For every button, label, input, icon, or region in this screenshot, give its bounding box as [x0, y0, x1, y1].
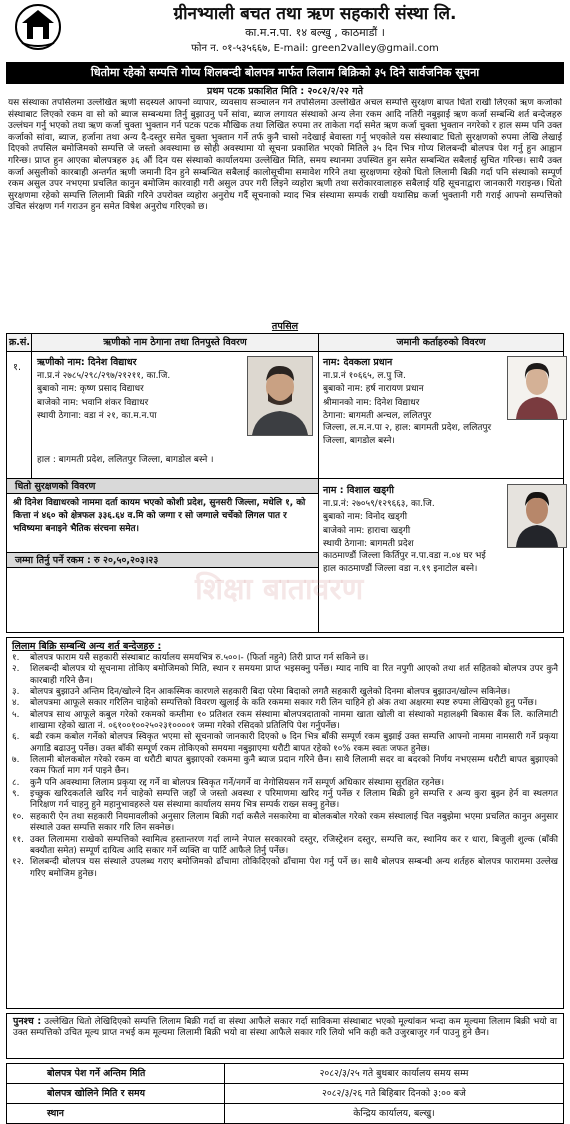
condition-text: सहकारी ऐन तथा सहकारी नियमावलीको अनुसार लिलाम बिक्री गर्दा कसैले नसकारेमा वा बोलकबोल गरेको रकम संस्थालाई चित नबुझेमा भएमा प्रचलित कानुन अनुसार संस्थाले उक्त सम्पत्ति सकार गरि लिन सक्नेछ। [30, 811, 558, 834]
schedule-label: स्थान [7, 1104, 225, 1123]
condition-item [12, 710, 558, 733]
condition-text: शिलबन्दी बोलपत्र यो सूचनामा तोकिए बमोजिमको मिति, स्थान र समयमा प्राप्त भइसक्नु पर्नेछ। म्याद नाघि वा रित नपुगी आएको तथा शर्त सहितको बोलपत्र उपर कुनै कारबाही गरिने छैन। [30, 664, 558, 686]
schedule-value: २०८२/३/२५ गते बुधबार कार्यालय समय सम्म [319, 1068, 469, 1079]
condition-number: ९. [12, 789, 20, 800]
condition-number: ७. [12, 755, 20, 766]
condition-text: लिलामी बोलकबोल गरेको रकम वा धरौटी बापत बुझाएको रकममा कुनै ब्याज प्रदान गरिने छैन। साथै लिलामी सदर वा बदरको निर्णय नभएसम्म धरौटी बापत बुझाएको रकम फिर्ता माग गर्न पाइने छैन। [30, 755, 558, 777]
notice-banner: धितोमा रहेको सम्पत्ति गोप्य शिलबन्दी बोलपत्र मार्फत लिलाम बिक्रिको ३५ दिने सार्वजनिक सूचना [6, 62, 564, 84]
condition-text: उक्त लिलाममा राखेको सम्पत्तिको स्वामित्व हस्तान्तरण गर्दा लाग्ने नेपाल सरकारको दस्तुर, रजिस्ट्रेशन दस्तुर, सम्पत्ति कर, स्थानिय कर र धारा, बिजुली शुल्क (बाँकी बक्यौता समेत) सम्पूर्ण दायित्व आदि सकार गर्ने व्यक्ति वा पार्टि आफैले तिर्नु पर्नेछ। [30, 834, 558, 856]
conditions-title: लिलाम बिक्रि सम्बन्धि अन्य शर्त बन्देजहरु : [12, 641, 162, 652]
schedule-table [6, 1063, 564, 1124]
condition-text: बोलपत्र साथ आफूले कबुल गरेको रकमको कम्तीमा १० प्रतिशत रकम संस्थामा बोलपत्रदाताको नाममा खाता खोली वा संस्थाको महालक्ष्मी बिकास बैंक लि. कालिमाटी शाखामा रहेको खाता नं. ०६१००१००२५०२३१००००१ जम्मा गरेको रसिदको प्रतिलिपि पेश गर्नुपर्नेछ। [30, 709, 558, 732]
debtor-id: ना.प्र.नं २७८५/२९८/२९७/२१२११, का.जि. [37, 371, 171, 382]
guarantor-1-father: बुबाको नाम: हर्ष नारायण प्रधान [323, 384, 424, 395]
organization-address: का.म.न.पा. १४ बल्खु , काठमाडौं । [245, 26, 385, 39]
col-debtor: ऋणीको नाम ठेगाना तथा तिनपुस्ते विवरण [31, 334, 318, 351]
condition-number: ११. [12, 834, 24, 845]
person-photo-icon [248, 357, 312, 435]
guarantor-2-permanent-address: स्थायी ठेगाना: बागमती प्रदेश [323, 538, 414, 549]
condition-item [12, 653, 558, 664]
guarantor-divider [318, 478, 563, 479]
guarantor-1-id: ना.प्र.नं १०६६५, ल.पु जि. [323, 371, 406, 382]
schedule-value: २०८२/३/२६ गते बिहिबार दिनको ३:०० बजे [322, 1088, 466, 1099]
details-heading: तपसिल [271, 321, 299, 332]
condition-number: ३. [12, 687, 20, 698]
condition-item [12, 789, 558, 812]
security-heading: धितो सुरक्षणको विवरण [7, 478, 318, 494]
publication-date: प्रथम पटक प्रकाशित मिति : २०८२/२/२२ गते [206, 86, 364, 97]
guarantor-2-photo [507, 484, 567, 548]
condition-item [12, 732, 558, 755]
conditions-section [6, 637, 564, 1009]
schedule-value: केन्द्रिय कार्यालय, बल्खु। [353, 1108, 435, 1119]
debtor-photo [247, 356, 313, 436]
debtor-grandfather: बाजेको नाम: भवानि शंकर विद्याधर [37, 397, 149, 408]
debtor-permanent-address: स्थायी ठेगाना: वडा नं २१, का.म.न.पा [37, 410, 157, 421]
guarantor-2-id: ना.प्र.नं: २७०५९/१२९६६३, का.जि. [323, 499, 435, 510]
total-amount-due: जम्मा तिर्नु पर्ने रकम : रु २०,५०,२०३।२३ [7, 552, 318, 568]
condition-number: ४. [12, 698, 20, 709]
debtor-father: बुबाको नाम: कृष्ण प्रसाद विद्याधर [37, 384, 144, 395]
debtor-name: ऋणीको नाम: दिनेश विद्याधर [37, 357, 137, 368]
condition-text: कुनै पनि अवस्थामा लिलाम प्रकृया रद्द गर्ने वा बोलपत्र स्विकृत गर्ने/नगर्ने वा नेगोसियसन गर्ने सम्पूर्ण अधिकार संस्थामा सुरक्षित रहनेछ। [30, 777, 445, 788]
cooperative-logo-icon [14, 3, 62, 51]
person-photo-icon [508, 357, 566, 419]
condition-item [12, 778, 558, 789]
condition-number: ६. [12, 732, 20, 743]
condition-number: १. [12, 653, 20, 663]
serial-number: १. [13, 362, 21, 373]
condition-text: बोलपत्रमा आफूले सकार गरिलिन चाहेको सम्पत्तिको विवरण खुलाई के कति रकममा सकार गरी लिन चाहिने हो अंक तथा अक्षरमा स्पष्ट रुपमा लेखिएको हुनु पर्नेछ। [30, 698, 538, 709]
guarantor-2-details [323, 484, 505, 551]
condition-number: १०. [12, 811, 24, 822]
schedule-label: बोलपत्र खोलिने मिति र समय [7, 1084, 225, 1103]
debtor-details [37, 356, 245, 423]
person-photo-icon [508, 485, 566, 547]
guarantor-1-photo [507, 356, 567, 420]
condition-item [12, 812, 558, 835]
security-description: श्री दिनेश विद्याधरको नाममा दर्ता कायम भएको कोशी प्रदेश, सुनसरी जिल्ला, मधेलि १, को कित्ता नं ४६० को क्षेत्रफल ३३६.६४ व.मि को जग्गा र सो जग्गाले चर्चेको लिगल पात र भविष्यमा बनाइने भैतिक संरचना समेत। [13, 498, 306, 535]
col-serial: क्र.सं. [9, 337, 30, 348]
guarantor-2-address-more: काठमाण्डौं जिल्ला किर्तिपुर न.पा.वडा न.०४ घर भई हाल काठमाण्डौं जिल्ला वडा न.१९ इनाटोल बस्ने। [323, 551, 486, 575]
condition-text: बोलपत्र फाराम यसै सहकारी संस्थाबाट कार्यालय समयभित्र रु.५००।- (फिर्ता नहुने) तिरी प्राप्त गर्न सकिने छ। [30, 653, 369, 663]
condition-text: बढी रकम कबोल गर्नेको बोलपत्र स्विकृत भएमा सो सूचनाको जानकारी दिएको ७ दिन भित्र बाँकी सम्पूर्ण रकम बुझाई उक्त सम्पत्ति आफ्नो नाममा नामसारी गर्ने प्रकृया अगाडि बढाउनु पर्नेछ। उक्त बाँकी सम्पूर्ण रकम तोकिएको समयमा नबुझाएमा धरौटी बापत रहेको १०% रकम स्वतः जफत हुनेछ। [30, 732, 558, 754]
guarantor-1-address-more: जिल्ला, ल.म.न.पा २, हाल: बागमती प्रदेश, ललितपुर जिल्ला, बागडोल बस्ने। [323, 423, 492, 447]
condition-number: ५. [12, 709, 20, 720]
notice-body: यस संस्थाका तपसिलमा उल्लेखित ऋणी सदस्यले आफ्नो व्यापार, व्यवसाय सञ्चालन गर्न तपसिलमा उल्लेखित अचल सम्पत्ति सुरक्षण बापत धितो राखी लिएको ऋण कर्जाको संस्थाबाट लिएको रकम वा सो को ब्याज सम्बन्धमा तिर्नु बुझाउनु पर्ने सांवा, ब्याज लगायत संस्थाको अन्य लेना रकम आदि नतिरी नबुझाई ऋण कर्जा सम्बन्धि शर्त बन्देजहरु उल्लंघन गर्नु भएको तथा ऋण कर्जा चुक्ता भुक्तान गर्न पटक पटक मौखिक तथा लिखित रुपमा तर ताकेता गर्दा समेत ऋण कर्जा चुक्ता भुक्तान नगरेको र हाल सम्म पनि उक्त कर्जाको सांवा, ब्याज, हर्जाना तथा अन्य दै-दस्तुर समेत चुक्ता भुक्तान गर्ने तर्फ कुनै चासो नदेखाई बेवास्ता गर्नु भएकोले यस संस्थाबाट धितो सुरक्षणको रुपमा लेखि लेखाई दिएको तपसिल बमोजिमको सम्पत्ति जे जस्तो अवस्थामा छ सोही अवस्थामा यो सूचना प्रकाशित भएको मितिले ३५ दिन भित्र गोप्य शिलबन्दी बोलपत्र पेश गर्नु हुन आह्वान गरिन्छ। प्राप्त हुन आएका बोलपत्रहरु ३६ औं दिन यस संस्थाको कार्यालयमा उल्लेखित मिति, समय स्थानमा उपस्थित हुन समेत सम्बन्धित सबैलाई सुचित गरिन्छ। साथै उक्त कर्जा असुलीको कारबाही अन्तर्गत ऋणी जमानी दिन हुने सम्बन्धित सबैलाई कालोसूचीमा समावेश गरिने तथा सुरक्षणमा रहेको धितो लिलामी बिक्री गर्दा पनि संस्थाको सम्पूर्ण रकम असुल उपर नभएमा प्रचलित कानुन बमोजिम कारवाही गरी असुल उपर गरी लिइने व्यहोरा ऋणी तथा सरोकारवालाहरु सबैलाई यहि सूचनाद्वारा जानकारी गराइन्छ। धितो सुरक्षणमा रहेको सम्पत्ति लिलामी बिक्री गरिने उपरोक्त व्यहोरा अनुरोध गर्दै सूचनाको म्याद भित्र संस्थामा सम्पर्क राखी यथासिघ्र कर्जा भुक्तानी गरी गराई आफ्नो सम्पत्तिको उचित संरक्षण गर्न गराउन हुन समेत विषेश अनुरोध गरिएको छ। [8, 98, 562, 213]
watermark: शिक्षा बातावरण [195, 572, 364, 607]
condition-text: शिलबन्दी बोलपत्र यस संस्थाले उपलब्ध गराए बमोजिमको ढाँचामा तोकिदिएको ढाँचामा पेश गर्नु पर्ने छ। साथै बोलपत्र सम्बन्धी अन्य शर्तहरु बोलपत्र फाराममा उल्लेख गरिए बमोजिम हुनेछ। [30, 857, 558, 879]
condition-item [12, 687, 558, 698]
condition-number: २. [12, 664, 20, 675]
condition-item [12, 664, 558, 687]
condition-item [12, 835, 558, 858]
schedule-label: बोलपत्र पेश गर्ने अन्तिम मिति [7, 1064, 225, 1083]
condition-text: बोलपत्र बुझाउने अन्तिम दिन/खोल्ने दिन आकस्मिक कारणले सहकारी बिदा परेमा बिदाको लगतै सहकारी खुलेको दिनमा बोलपत्र बुझाउन/खोल्न सकिनेछ। [30, 687, 511, 698]
postscript-label: पुनश्च : [13, 1016, 42, 1027]
col-guarantor: जमानी कर्ताहरुको विवरण [318, 334, 563, 351]
guarantor-2-name: नाम : विशाल खड्गी [323, 485, 394, 496]
condition-item [12, 698, 558, 709]
schedule-row [7, 1064, 563, 1084]
guarantor-1-husband: श्रीमानको नाम: दिनेश विद्याधर [323, 397, 420, 408]
guarantor-1-address: ठेगाना: बागमती अन्चल, ललितपुर [323, 410, 432, 421]
guarantor-2-father: बुबाको नाम: विनोद खड्गी [323, 512, 408, 523]
postscript-note [6, 1013, 564, 1059]
conditions-list [12, 653, 558, 880]
condition-text: इच्छुक खरिदकर्ताले खरिद गर्न चाहेको सम्पत्ति जहाँ जे जस्तो अवस्था र परिमाणमा खरिद गर्नु पर्नेछ र लिलाम बिक्री हुने सम्पत्ति र अन्य कुरा बुझ्न हेर्न वा स्थलगत निरिक्षण गर्न चाहनु हुने महानुभावहरुले यस संस्थामा कार्यालय समय भित्र सम्पर्क राख्न सक्नु हुनेछ। [30, 789, 558, 811]
schedule-row [7, 1104, 563, 1123]
postscript-text: उल्लेखित धितो लेखिदिएको सम्पत्ति लिलाम बिक्री गर्दा वा संस्था आफैले सकार गर्दा साविकमा संस्थाबाट भएको मूल्यांकन भन्दा कम मूल्यमा लिलाम बिक्री भयो वा उक्त सम्पत्तिको उचित मूल्य प्राप्त नभई कम मूल्यमा लिलामी बिक्री भयो वा संस्था आफैले सकार गरि लियो भनि कही कतै उजुरबाजुर गर्न पाउनु हुने छैन। [13, 1017, 558, 1039]
condition-item [12, 755, 558, 778]
condition-item [12, 857, 558, 880]
serial-divider [31, 351, 32, 479]
organization-title: ग्रीनभ्याली बचत तथा ऋण सहकारी संस्था लि. [173, 4, 457, 24]
organization-contact: फोन न. ०१-५३५६६७, E-mail: green2valley@gmail.com [191, 43, 439, 54]
table-header [7, 334, 563, 352]
condition-number: ८. [12, 777, 20, 788]
debtor-current-address: हाल : बागमती प्रदेश, ललितपुर जिल्ला, बागडोल बस्ने । [37, 455, 214, 465]
guarantor-2-grandfather: बाजेको नाम: हाराचा खड्गी [323, 525, 411, 536]
header [4, 0, 566, 62]
condition-number: १२. [12, 857, 24, 868]
guarantor-1-name: नाम: देवकला प्रधान [323, 357, 393, 368]
schedule-row [7, 1084, 563, 1104]
